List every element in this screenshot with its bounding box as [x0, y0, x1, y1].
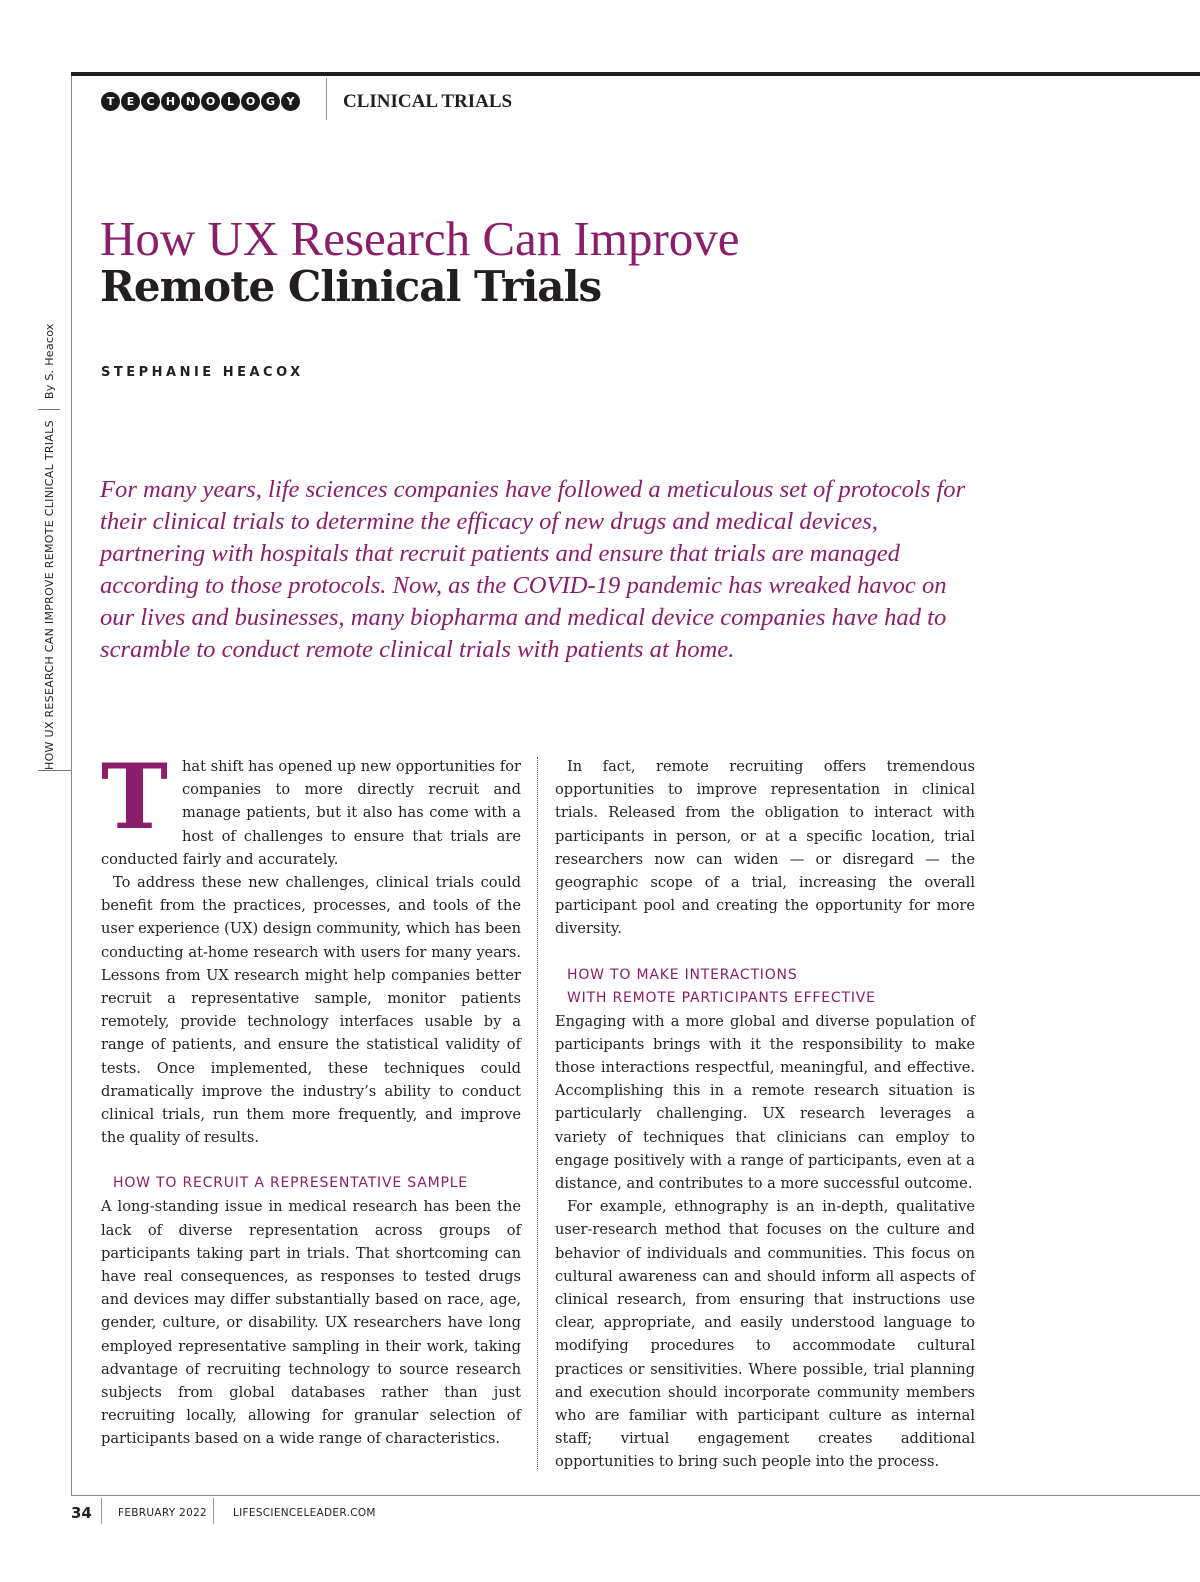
side-tick-rule	[38, 770, 71, 771]
body-paragraph: A long-standing issue in medical research has been the lack of diverse representation across groups of participants taking part in trials. That shortcoming can have real consequences, as responses to tested drugs and devices may differ substantially based on race, age, gender, culture, or disability. UX researchers have long employed representative sampling in their work, taking advantage of recruiting technology to source research subjects from global databases rather than just recruiting locally, allowing for granular selection of participants based on a wide range of characteristics.	[101, 1198, 521, 1448]
bottom-rule	[71, 1495, 1200, 1496]
section-tag	[101, 92, 300, 111]
article-title-line2: Remote Clinical Trials	[100, 262, 602, 311]
section-tag-letter: O	[201, 92, 220, 111]
section-tag-letter: N	[181, 92, 200, 111]
side-byline: By S. Heacox	[42, 323, 56, 400]
article-title-line1: How UX Research Can Improve	[100, 211, 740, 266]
section-name: CLINICAL TRIALS	[343, 91, 513, 112]
website-link[interactable]: LIFESCIENCELEADER.COM	[233, 1507, 376, 1519]
footer-divider	[101, 1498, 102, 1524]
drop-cap: T	[101, 744, 168, 850]
top-rule	[71, 72, 1200, 76]
section-tag-letter: L	[221, 92, 240, 111]
header-divider	[326, 78, 327, 120]
author-byline: STEPHANIE HEACOX	[101, 365, 304, 380]
section-tag-letter: O	[241, 92, 260, 111]
body-paragraph: hat shift has opened up new opportunities for companies to more directly recruit and manage patients, but it also has come with a host of challenges to ensure that trials are conducted fairly and accurately.	[101, 758, 521, 868]
body-paragraph: Engaging with a more global and diverse population of participants brings with it the responsibility to make those interactions respectful, meaningful, and effective. Accomplishing this in a remote research situation is particularly challenging. UX research leverages a variety of techniques that clinicians can employ to engage positively with a range of participants, even at a distance, and contributes to a more successful outcome.	[555, 1012, 975, 1193]
page-number: 34	[71, 1504, 92, 1522]
section-subhead-line2: WITH REMOTE PARTICIPANTS EFFECTIVE	[567, 989, 876, 1006]
side-running-head	[38, 260, 60, 770]
footer-divider	[213, 1498, 214, 1524]
section-tag-letter: C	[141, 92, 160, 111]
section-tag-letter: T	[101, 92, 120, 111]
section-tag-letter: E	[121, 92, 140, 111]
body-paragraph: For example, ethnography is an in-depth, qualitative user-research method that focuses on the culture and behavior of individuals and communities. This focus on cultural awareness can and should inform all aspects of clinical research, from ensuring that instructions use clear, appropriate, and easily understood language to modifying procedures to accommodate cultural practices or sensitivities. Where possible, trial planning and execution should incorporate community members who are familiar with participant culture as internal staff; virtual engagement creates additional opportunities to bring such people into the process.	[555, 1198, 975, 1471]
section-tag-letter: G	[261, 92, 280, 111]
section-tag-letter: Y	[281, 92, 300, 111]
side-article-title: HOW UX RESEARCH CAN IMPROVE REMOTE CLINICAL TRIALS	[42, 420, 56, 770]
column-divider	[537, 757, 538, 1469]
section-subhead-line1: HOW TO MAKE INTERACTIONS	[567, 966, 798, 983]
body-paragraph: To address these new challenges, clinical trials could benefit from the practices, processes, and tools of the user experience (UX) design community, which has been conducting at-home research with users for many years. Lessons from UX research might help companies better recruit a representative sample, monitor patients remotely, provide technology interfaces usable by a range of patients, and ensure the statistical validity of tests. Once implemented, these techniques could dramatically improve the industry’s ability to conduct clinical trials, run them more frequently, and improve the quality of results.	[101, 874, 521, 1147]
left-margin-rule	[71, 76, 72, 1496]
section-tag-letter: H	[161, 92, 180, 111]
side-divider	[38, 409, 60, 410]
section-subhead: HOW TO RECRUIT A REPRESENTATIVE SAMPLE	[113, 1175, 468, 1192]
right-column	[555, 755, 975, 1474]
issue-date: FEBRUARY 2022	[118, 1507, 208, 1519]
left-column	[101, 744, 521, 1451]
body-paragraph: In fact, remote recruiting offers tremendous opportunities to improve representation in clinical trials. Released from the obligation to interact with participants in person, or at a specific location, trial researchers now can widen — or disregard — the geographic scope of a trial, increasing the overall participant pool and creating the opportunity for more diversity.	[555, 758, 975, 938]
article-deck: For many years, life sciences companies have followed a meticulous set of protocols for their clinical trials to determine the efficacy of new drugs and medical devices, partnering with hospitals that recruit patients and ensure that trials are managed according to those protocols. Now, as the COVID-19 pandemic has wreaked havoc on our lives and businesses, many biopharma and medical device companies have had to scramble to conduct remote clinical trials with patients at home.	[100, 476, 966, 663]
